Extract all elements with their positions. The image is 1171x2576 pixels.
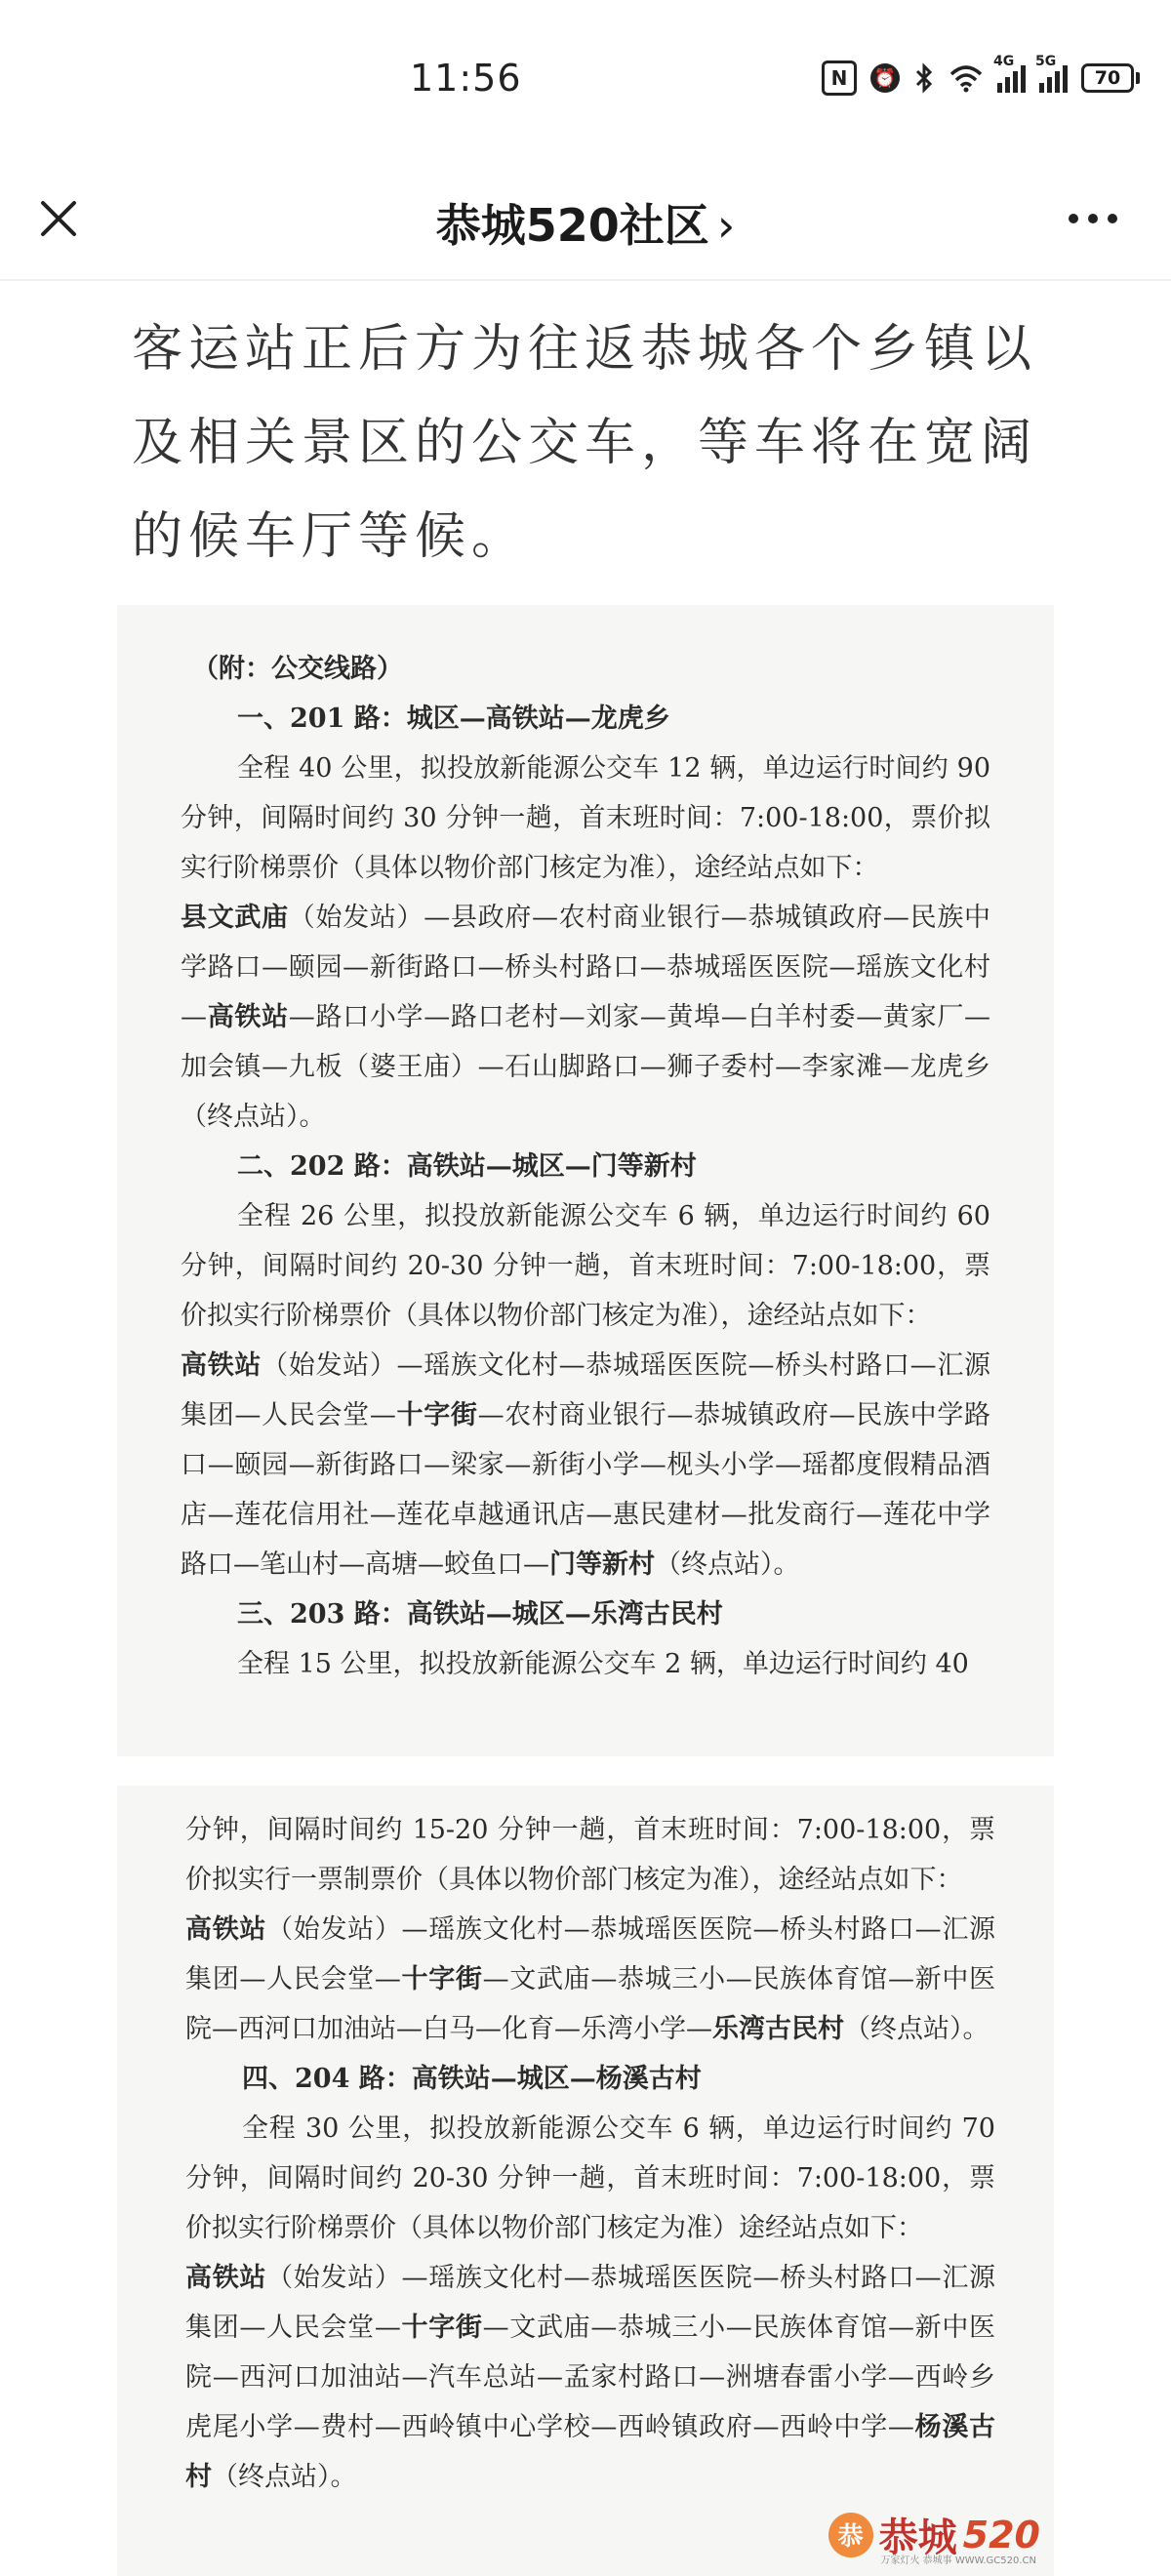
document-image (117, 605, 1054, 1756)
watermark-logo-icon: 恭 (828, 2513, 873, 2557)
route-204-stops: 高铁站（始发站）—瑶族文化村—恭城瑶医医院—桥头村路口—汇源集团—人民会堂—十字街—文武庙—恭城三小—民族体育馆—新中医院—西河口加油站—汽车总站—孟家村路口—洲塘春雷小学—西岭乡虎尾小学—费村—西岭镇中心学校—西岭镇政府—西岭中学—杨溪古村（终点站）。 (185, 2263, 996, 2492)
battery-icon (1081, 63, 1140, 93)
watermark-brand: 恭城 (878, 2515, 957, 2560)
battery-level: 70 (1081, 63, 1134, 93)
nav-bar (0, 166, 1171, 283)
nav-title[interactable] (0, 190, 1171, 255)
status-time: 11:56 (410, 57, 522, 100)
account-name: 恭城520社区 (435, 199, 709, 252)
watermark-subtext: 万家灯火 恭城事 WWW.GC520.CN (880, 2556, 1036, 2566)
signal-icon (1035, 54, 1068, 93)
route-204-description: 全程 30 公里，拟投放新能源公交车 6 辆，单边运行时间约 70 分钟，间隔时间约 20-30 分钟一趟，首末班时间：7:00-18:00，票价拟实行阶梯票价（具体以物价部门核定为准）途经站点如下： (185, 2113, 995, 2243)
alarm-icon: ⏰ (870, 63, 900, 93)
signal-tag-4g: 4G (993, 54, 1015, 69)
site-watermark (828, 2507, 1040, 2566)
article-paragraph: 客运站正后方为往返恭城各个乡镇以及相关景区的公交车，等车将在宽阔的候车厅等候。 (132, 320, 1038, 566)
document-text (185, 1805, 995, 2502)
bluetooth-icon (913, 60, 935, 96)
route-203-description-part2: 分钟，间隔时间约 15-20 分钟一趟，首末班时间：7:00-18:00，票价拟实行一票制票价（具体以物价部门核定为准），途经站点如下： (185, 1815, 995, 1895)
more-options-button[interactable] (1054, 189, 1132, 248)
route-203-heading: 三、203 路：高铁站—城区—乐湾古民村 (237, 1599, 723, 1630)
more-dot (1088, 214, 1098, 223)
document-text (181, 644, 990, 1689)
nfc-icon: N (822, 60, 857, 96)
chevron-right-icon: › (716, 199, 736, 252)
route-201-description: 全程 40 公里，拟投放新能源公交车 12 辆，单边运行时间约 90 分钟，间隔时间约 30 分钟一趟，首末班时间：7:00-18:00，票价拟实行阶梯票价（具体以物价部门核定为准），途经站点如下： (181, 753, 990, 883)
document-note-title: （附：公交线路） (192, 654, 403, 684)
status-icons (822, 54, 1140, 96)
route-201-heading: 一、201 路：城区—高铁站—龙虎乡 (237, 704, 670, 734)
route-202-stops: 高铁站（始发站）—瑶族文化村—恭城瑶医医院—桥头村路口—汇源集团—人民会堂—十字街—农村商业银行—恭城镇政府—民族中学路口—颐园—新街路口—梁家—新街小学—枧头小学—瑶都度假精品酒店—莲花信用社—莲花卓越通讯店—惠民建材—批发商行—莲花中学路口—笔山村—高塘—蛟鱼口—门等新村（终点站）。 (181, 1350, 991, 1580)
signal-icon (993, 54, 1026, 93)
more-dot (1069, 214, 1078, 223)
route-202-description: 全程 26 公里，拟投放新能源公交车 6 辆，单边运行时间约 60 分钟，间隔时间约 20-30 分钟一趟，首末班时间：7:00-18:00，票价拟实行阶梯票价（具体以物价部门核定为准），途经站点如下： (181, 1201, 990, 1331)
wifi-icon (949, 60, 984, 96)
route-203-stops: 高铁站（始发站）—瑶族文化村—恭城瑶医医院—桥头村路口—汇源集团—人民会堂—十字街—文武庙—恭城三小—民族体育馆—新中医院—西河口加油站—白马—化育—乐湾小学—乐湾古民村（终点站）。 (185, 1914, 996, 2044)
route-202-heading: 二、202 路：高铁站—城区—门等新村 (237, 1151, 697, 1182)
route-204-heading: 四、204 路：高铁站—城区—杨溪古村 (242, 2064, 702, 2094)
document-image (117, 1786, 1054, 2576)
more-dot (1108, 214, 1117, 223)
route-201-stops: 县文武庙（始发站）—县政府—农村商业银行—恭城镇政府—民族中学路口—颐园—新街路口—桥头村路口—恭城瑶医医院—瑶族文化村—高铁站—路口小学—路口老村—刘家—黄埠—白羊村委—黄家厂—加会镇—九板（婆王庙）—石山脚路口—狮子委村—李家滩—龙虎乡（终点站）。 (181, 903, 991, 1132)
status-bar (0, 0, 1171, 166)
route-203-description-part1: 全程 15 公里，拟投放新能源公交车 2 辆，单边运行时间约 40 (237, 1649, 969, 1679)
watermark-number: 520 (962, 2513, 1040, 2556)
signal-tag-5g: 5G (1035, 54, 1057, 69)
nav-divider (0, 279, 1171, 281)
